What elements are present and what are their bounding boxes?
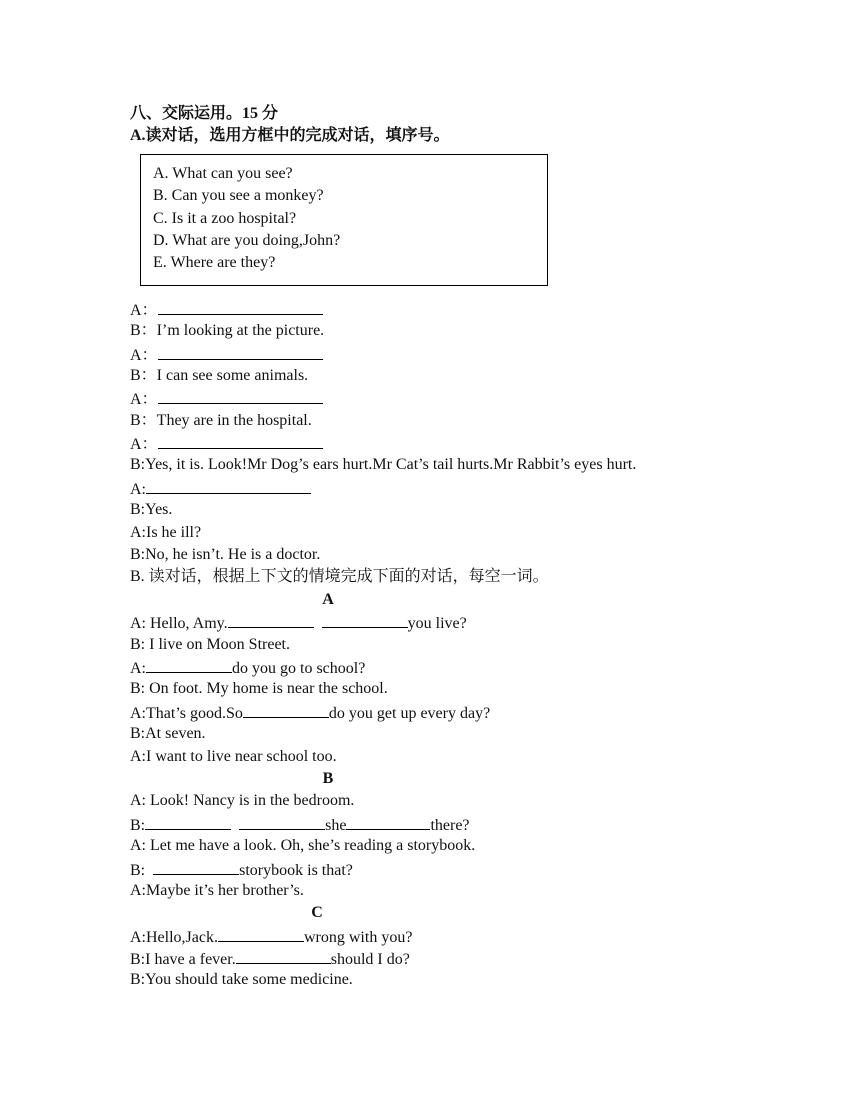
dialogue-line: A: Look! Nancy is in the bedroom. [130,792,355,810]
part-b-instruction: B. 读对话，根据上下文的情境完成下面的对话，每空一词。 [130,568,549,586]
option-b: B. Can you see a monkey? [153,187,324,205]
dialogue-line: B: storybook is that? [130,858,780,880]
dialogue-line: A: Hello, Amy. you live? [130,611,780,633]
dialogue-heading-c: C [311,904,323,922]
answer-blank[interactable] [322,611,408,628]
answer-blank[interactable] [146,656,232,673]
dialogue-line: B: I live on Moon Street. [130,635,290,653]
answer-blank[interactable] [146,477,311,494]
dialogue-heading-b: B [322,769,334,787]
dialogue-line: B：I can see some animals. [130,366,309,384]
answer-blank[interactable] [158,298,323,315]
answer-blank[interactable] [346,813,430,830]
speaker-label: A： [130,436,158,454]
dialogue-line: A: do you go to school? [130,656,780,678]
dialogue-line [130,432,780,454]
answer-blank[interactable] [153,858,239,875]
dialogue-line [130,343,780,365]
speaker-label: A： [130,346,158,364]
answer-blank[interactable] [236,947,331,964]
section-title: 八、交际运用。15 分 [130,105,279,122]
answer-blank[interactable] [243,701,329,718]
worksheet [130,103,780,992]
dialogue-heading-a: A [322,590,334,608]
answer-blank[interactable] [158,432,323,449]
dialogue-line: A:Maybe it’s her brother’s. [130,881,304,899]
dialogue-line: B：I’m looking at the picture. [130,322,325,340]
dialogue-line: B: she there? [130,813,780,835]
dialogue-line: B：They are in the hospital. [130,411,312,429]
options-box [140,154,548,286]
dialogue-line [130,477,780,499]
dialogue-line: B: On foot. My home is near the school. [130,680,388,698]
dialogue-line: B:I have a fever. should I do? [130,947,780,969]
dialogue-line: B:Yes, it is. Look!Mr Dog’s ears hurt.Mr Cat’s tail hurts.Mr Rabbit’s eyes hurt. [130,456,637,474]
option-d: D. What are you doing,John? [153,231,341,249]
dialogue-line: A:That’s good.So do you get up every day? [130,701,780,723]
dialogue-line: B:Yes. [130,501,173,519]
dialogue-line [130,298,780,320]
dialogue-line: B:At seven. [130,725,206,743]
answer-blank[interactable] [158,387,323,404]
speaker-label: A： [130,391,158,409]
answer-blank[interactable] [228,611,314,628]
answer-blank[interactable] [218,925,304,942]
option-c: C. Is it a zoo hospital? [153,209,297,227]
dialogue-line: A:I want to live near school too. [130,747,337,765]
dialogue-line: B:No, he isn’t. He is a doctor. [130,546,321,564]
option-a: A. What can you see? [153,164,293,182]
speaker-label: A: [130,480,146,498]
dialogue-line: B:You should take some medicine. [130,971,353,989]
answer-blank[interactable] [239,813,325,830]
dialogue-line: A:Hello,Jack. wrong with you? [130,925,780,947]
dialogue-a [130,298,780,567]
dialogue-line: A: Let me have a look. Oh, she’s reading a storybook. [130,837,476,855]
speaker-label: A： [130,301,158,319]
dialogue-line: A:Is he ill? [130,523,202,541]
answer-blank[interactable] [145,813,231,830]
part-a-instruction: A.读对话，选用方框中的完成对话，填序号。 [130,127,450,145]
option-e: E. Where are they? [153,254,276,272]
dialogue-line [130,387,780,409]
answer-blank[interactable] [158,343,323,360]
